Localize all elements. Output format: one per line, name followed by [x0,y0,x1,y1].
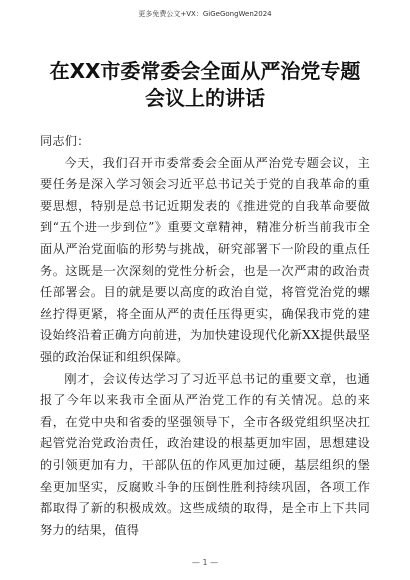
paragraph-2: 刚才，会议传达学习了习近平总书记的重要文章，也通报了今年以来我市全面从严治党工作的有关情况。总的来看，在党中央和省委的坚强领导下，全市各级党组织坚决扛起管党治党政治责任，政治建设的根基更加牢固，思想建设的引领更加有力，干部队伍的作风更加过硬，基层组织的堡垒更加坚实，反腐败斗争的压倒性胜利持续巩固，各项工作都取得了新的积极成效。这些成绩的取得，是全市上下共同努力的结果，值得 [40,371,370,537]
page-number: — 1 — [191,558,219,567]
greeting: 同志们： [40,134,90,148]
header-note: 更多免费公文+VX：GiGeGongWen2024 [138,10,272,18]
document-title: 在XX市委常委会全面从严治党专题会议上的讲话 [49,59,361,110]
document-body [40,131,370,541]
paragraph-1: 今天，我们召开市委常委会全面从严治党专题会议，主要任务是深入学习领会习近平总书记关于党的自我革命的重要思想，特别是总书记近期发表的《推进党的自我革命要做到“五个进一步到位”》重要文章精神，精准分析当前我市全面从严治党面临的形势与挑战，研究部署下一阶段的重点任务。这既是一次深刻的党性分析会，也是一次严肃的政治责任部署会。目的就是要以高度的政治自觉，将管党治党的螺丝拧得更紧，将全面从严的责任压得更实，确保我市党的建设始终沿着正确方向前进，为加快建设现代化新XX提供最坚强的政治保证和组织保障。 [40,155,370,364]
